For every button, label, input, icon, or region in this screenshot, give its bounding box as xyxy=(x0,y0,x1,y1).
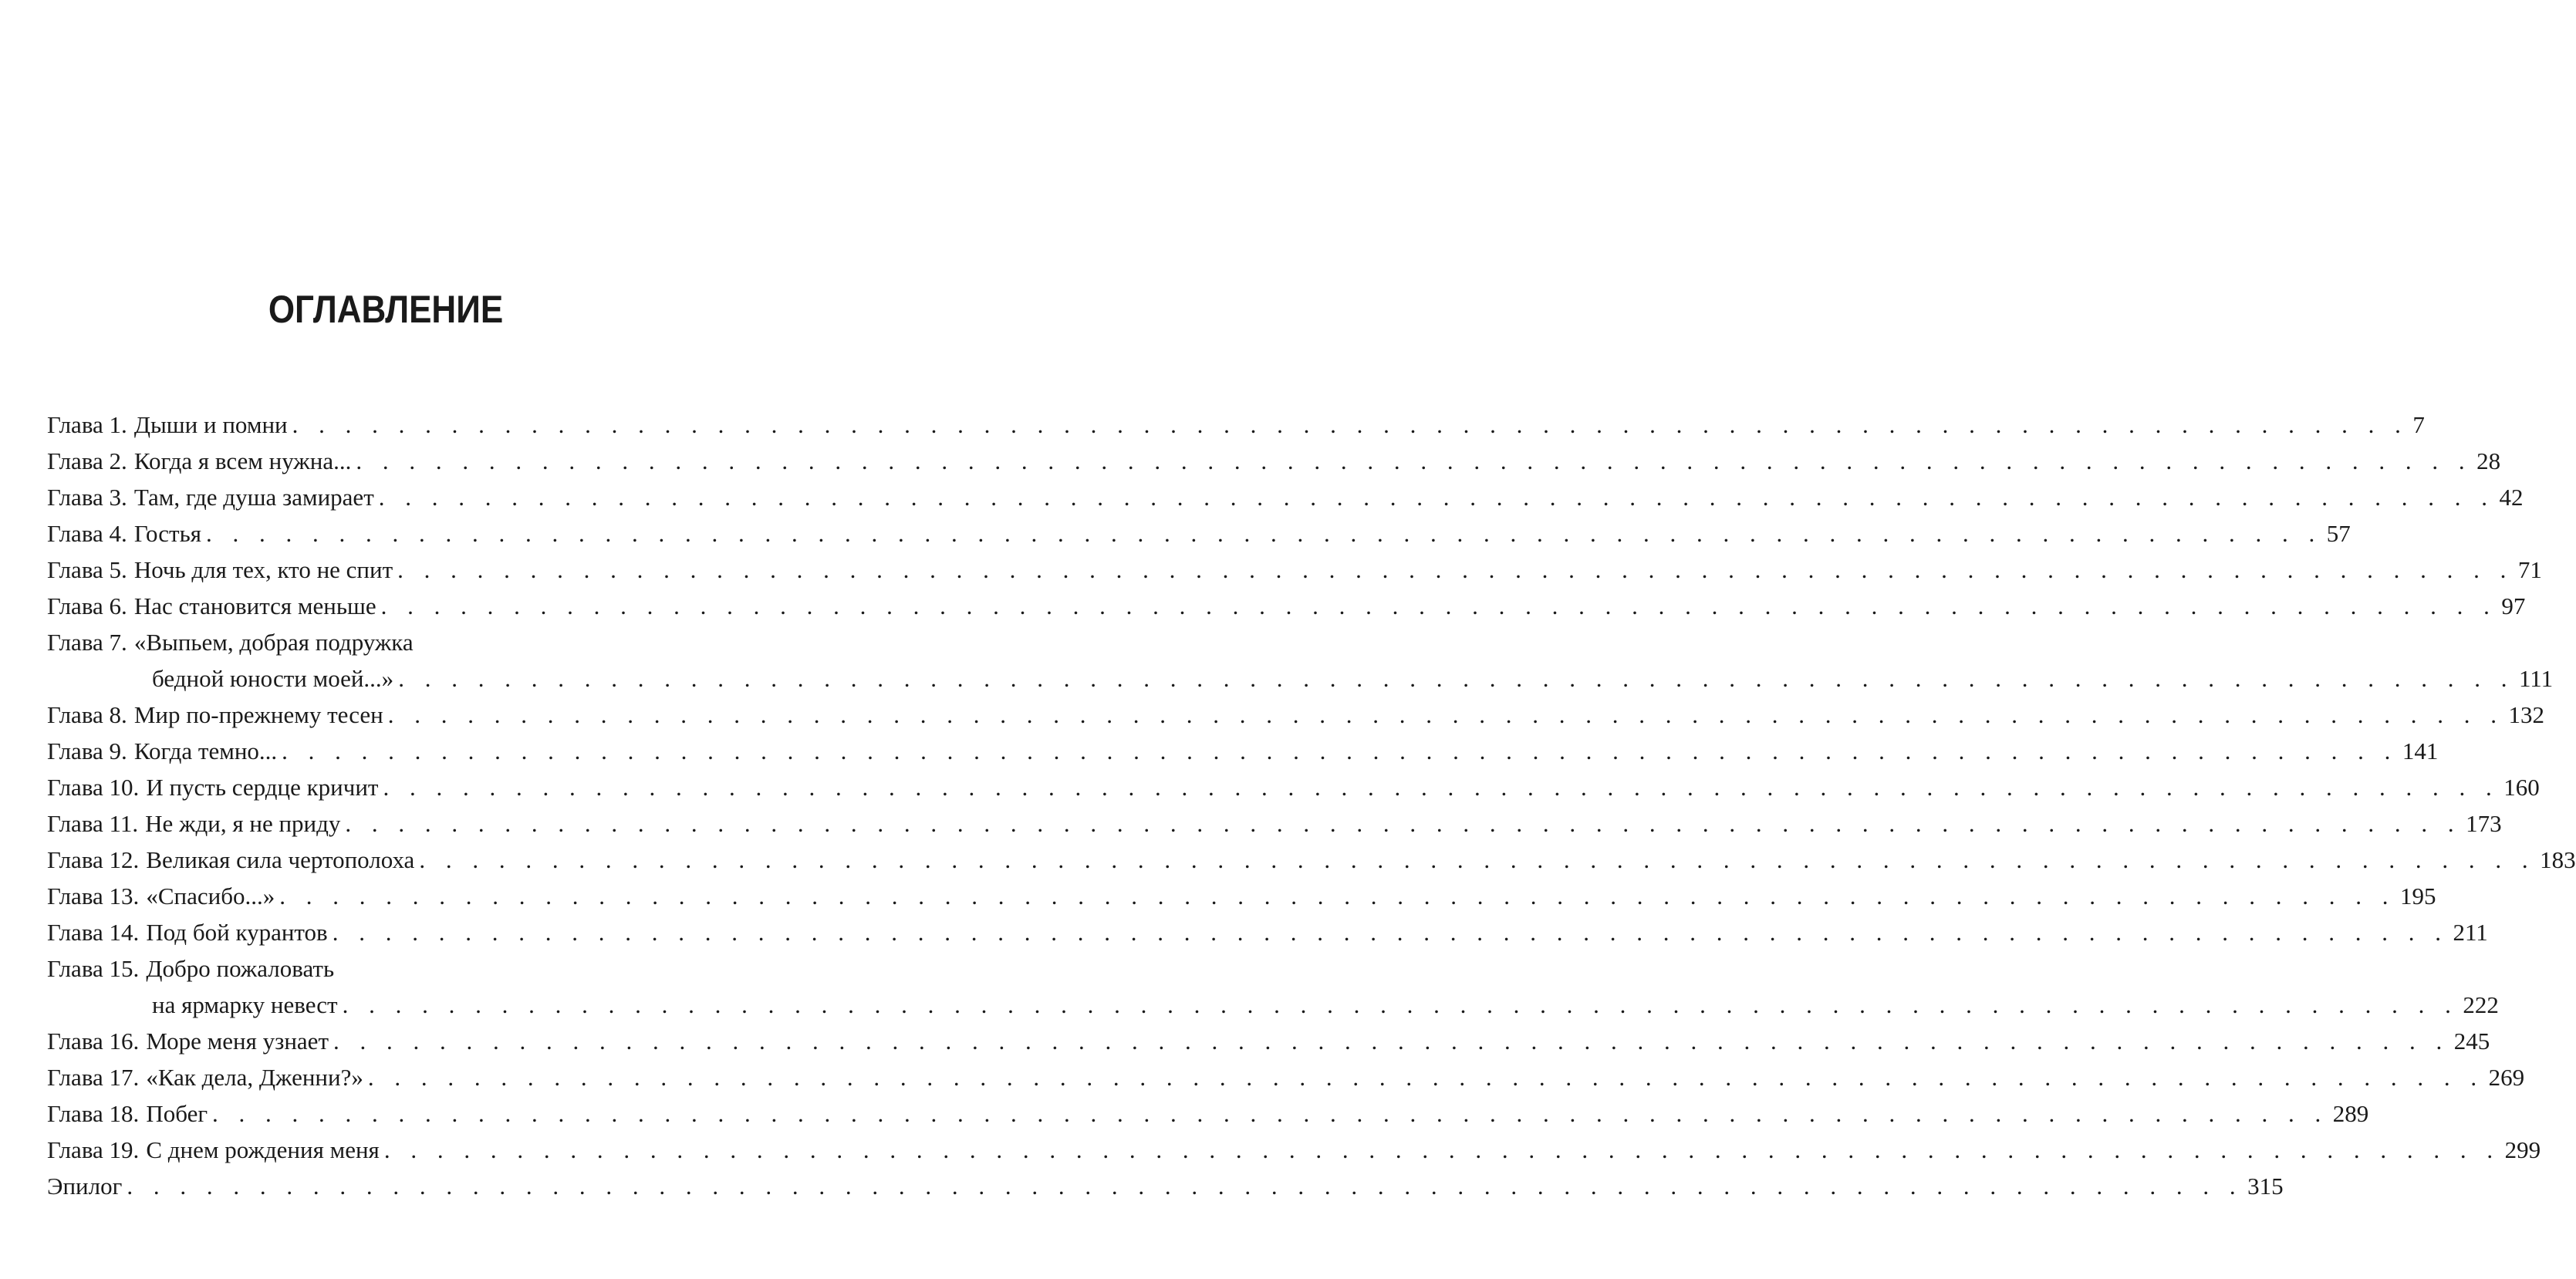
chapter-number: Глава 4. xyxy=(47,520,127,547)
toc-entry xyxy=(47,769,2540,805)
page-number: 28 xyxy=(2476,447,2501,474)
toc-entry xyxy=(47,950,669,987)
toc-entry xyxy=(47,805,2502,842)
dot-leader: . . . . . . . . . . . . . . . . . . . . . . . . . . . . . . . . . . . . . . . . . . . . . . . . . . . . . . . . . . . . . . . . . . . . . . . . . . . . . . . . xyxy=(279,882,2395,909)
chapter-title: Нас становится меньше xyxy=(133,592,376,619)
dot-leader: . . . . . . . . . . . . . . . . . . . . . . . . . . . . . . . . . . . . . . . . . . . . . . . . . . . . . . . . . . . . . . . . . . . . . . . . . . . . . . . . xyxy=(398,665,2514,692)
page-number: 160 xyxy=(2503,774,2540,801)
dot-leader: . . . . . . . . . . . . . . . . . . . . . . . . . . . . . . . . . . . . . . . . . . . . . . . . . . . . . . . . . . . . . . . . . . . . . . . . . . . . . . . . xyxy=(419,846,2536,873)
toc-entry xyxy=(47,987,2499,1023)
page-number: 111 xyxy=(2518,665,2554,692)
chapter-title: Эпилог xyxy=(47,1173,123,1200)
dot-leader: . . . . . . . . . . . . . . . . . . . . . . . . . . . . . . . . . . . . . . . . . . . . . . . . . . . . . . . . . . . . . . . . . . . . . . . . . . . . . . . . xyxy=(333,1028,2449,1055)
chapter-number: Глава 11. xyxy=(47,810,139,837)
dot-leader: . . . . . . . . . . . . . . . . . . . . . . . . . . . . . . . . . . . . . . . . . . . . . . . . . . . . . . . . . . . . . . . . . . . . . . . . . . . . . . . . xyxy=(332,919,2449,946)
page-number: 183 xyxy=(2540,846,2576,873)
chapter-title: И пусть сердце кричит xyxy=(146,774,379,801)
page-number: 42 xyxy=(2499,484,2524,511)
toc-entry xyxy=(47,407,2425,443)
toc-entry xyxy=(47,624,669,660)
dot-leader: . . . . . . . . . . . . . . . . . . . . . . . . . . . . . . . . . . . . . . . . . . . . . . . . . . . . . . . . . . . . . . . . . . . . . . . . . . . . . . . . xyxy=(292,411,2409,438)
toc-entry xyxy=(47,479,2524,515)
toc-entry xyxy=(47,914,2488,950)
chapter-number: Глава 16. xyxy=(47,1028,140,1055)
toc-entry xyxy=(47,1095,2369,1132)
chapter-number: Глава 10. xyxy=(47,774,140,801)
chapter-title: Дыши и помни xyxy=(133,411,288,438)
page-number: 299 xyxy=(2504,1136,2541,1163)
dot-leader: . . . . . . . . . . . . . . . . . . . . . . . . . . . . . . . . . . . . . . . . . . . . . . . . . . . . . . . . . . . . . . . . . . . . . . . . . . . . . . . . xyxy=(383,774,2500,801)
chapter-title: «Спасибо...» xyxy=(146,882,275,909)
chapter-title: Мир по-прежнему тесен xyxy=(133,701,383,728)
dot-leader: . . . . . . . . . . . . . . . . . . . . . . . . . . . . . . . . . . . . . . . . . . . . . . . . . . . . . . . . . . . . . . . . . . . . . . . . . . . . . . . . xyxy=(212,1100,2328,1127)
toc-entry xyxy=(47,1168,2284,1204)
toc-entry xyxy=(47,588,2526,624)
chapter-title: Побег xyxy=(146,1100,208,1127)
toc-entry xyxy=(47,443,2501,479)
dot-leader: . . . . . . . . . . . . . . . . . . . . . . . . . . . . . . . . . . . . . . . . . . . . . . . . . . . . . . . . . . . . . . . . . . . . . . . . . . . . . . . . xyxy=(397,556,2514,583)
dot-leader: . . . . . . . . . . . . . . . . . . . . . . . . . . . . . . . . . . . . . . . . . . . . . . . . . . . . . . . . . . . . . . . . . . . . . . . . . . . . . . . . xyxy=(206,520,2322,547)
page-number: 141 xyxy=(2402,737,2439,764)
chapter-number: Глава 6. xyxy=(47,592,127,619)
chapter-number: Глава 17. xyxy=(47,1064,140,1091)
page-number: 195 xyxy=(2399,882,2436,909)
page-number: 71 xyxy=(2517,556,2542,583)
chapter-number: Глава 12. xyxy=(47,846,140,873)
dot-leader: . . . . . . . . . . . . . . . . . . . . . . . . . . . . . . . . . . . . . . . . . . . . . . . . . . . . . . . . . . . . . . . . . . . . . . . . . . . . . . . . xyxy=(356,447,2473,474)
chapter-number: Глава 1. xyxy=(47,411,127,438)
dot-leader: . . . . . . . . . . . . . . . . . . . . . . . . . . . . . . . . . . . . . . . . . . . . . . . . . . . . . . . . . . . . . . . . . . . . . . . . . . . . . . . . xyxy=(383,1136,2500,1163)
chapter-title: Гостья xyxy=(133,520,201,547)
chapter-title: на ярмарку невест xyxy=(152,991,338,1018)
page-number: 211 xyxy=(2453,919,2488,946)
page-number: 289 xyxy=(2332,1100,2369,1127)
chapter-number: Глава 7. xyxy=(47,629,127,656)
dot-leader: . . . . . . . . . . . . . . . . . . . . . . . . . . . . . . . . . . . . . . . . . . . . . . . . . . . . . . . . . . . . . . . . . . . . . . . . . . . . . . . . xyxy=(380,592,2497,619)
chapter-number: Глава 18. xyxy=(47,1100,140,1127)
toc-entry xyxy=(47,515,2351,552)
page-number: 7 xyxy=(2412,411,2425,438)
toc-entry xyxy=(47,878,2436,914)
chapter-title: «Выпьем, добрая подружка xyxy=(133,629,414,656)
toc-entry xyxy=(47,1132,2541,1168)
dot-leader: . . . . . . . . . . . . . . . . . . . . . . . . . . . . . . . . . . . . . . . . . . . . . . . . . . . . . . . . . . . . . . . . . . . . . . . . . . . . . . . . xyxy=(387,701,2504,728)
chapter-title: Под бой курантов xyxy=(146,919,328,946)
chapter-number: Глава 9. xyxy=(47,737,127,764)
chapter-number: Глава 19. xyxy=(47,1136,140,1163)
dot-leader: . . . . . . . . . . . . . . . . . . . . . . . . . . . . . . . . . . . . . . . . . . . . . . . . . . . . . . . . . . . . . . . . . . . . . . . . . . . . . . . . xyxy=(342,991,2459,1018)
toc-entry xyxy=(47,733,2439,769)
page-number: 57 xyxy=(2326,520,2351,547)
toc-entry xyxy=(47,1023,2490,1059)
chapter-number: Глава 13. xyxy=(47,882,140,909)
page-number: 222 xyxy=(2463,991,2499,1018)
chapter-title: Великая сила чертополоха xyxy=(146,846,415,873)
chapter-title: Море меня узнает xyxy=(146,1028,329,1055)
chapter-title: «Как дела, Дженни?» xyxy=(146,1064,363,1091)
page-number: 97 xyxy=(2501,592,2526,619)
chapter-number: Глава 8. xyxy=(47,701,127,728)
dot-leader: . . . . . . . . . . . . . . . . . . . . . . . . . . . . . . . . . . . . . . . . . . . . . . . . . . . . . . . . . . . . . . . . . . . . . . . . . . . . . . . . xyxy=(378,484,2495,511)
chapter-title: Добро пожаловать xyxy=(146,955,335,982)
dot-leader: . . . . . . . . . . . . . . . . . . . . . . . . . . . . . . . . . . . . . . . . . . . . . . . . . . . . . . . . . . . . . . . . . . . . . . . . . . . . . . . . xyxy=(282,737,2398,764)
chapter-title: Не жди, я не приду xyxy=(145,810,341,837)
page-number: 173 xyxy=(2466,810,2502,837)
chapter-title: Когда темно... xyxy=(133,737,278,764)
dot-leader: . . . . . . . . . . . . . . . . . . . . . . . . . . . . . . . . . . . . . . . . . . . . . . . . . . . . . . . . . . . . . . . . . . . . . . . . . . . . . . . . xyxy=(127,1173,2243,1200)
page-number: 315 xyxy=(2247,1173,2284,1200)
page-number: 132 xyxy=(2508,701,2544,728)
dot-leader: . . . . . . . . . . . . . . . . . . . . . . . . . . . . . . . . . . . . . . . . . . . . . . . . . . . . . . . . . . . . . . . . . . . . . . . . . . . . . . . . xyxy=(367,1064,2484,1091)
chapter-title: Когда я всем нужна... xyxy=(133,447,352,474)
chapter-number: Глава 3. xyxy=(47,484,127,511)
chapter-number: Глава 15. xyxy=(47,955,140,982)
toc-entry xyxy=(47,1059,2525,1095)
page-number: 245 xyxy=(2453,1028,2490,1055)
toc-entry xyxy=(47,842,2576,878)
toc-entry xyxy=(47,697,2544,733)
chapter-number: Глава 14. xyxy=(47,919,140,946)
chapter-title: бедной юности моей...» xyxy=(152,665,394,692)
chapter-number: Глава 5. xyxy=(47,556,127,583)
page-title: ОГЛАВЛЕНИЕ xyxy=(268,288,504,331)
chapter-number: Глава 2. xyxy=(47,447,127,474)
toc-entry xyxy=(47,660,2554,697)
table-of-contents xyxy=(47,407,2576,1204)
page-number: 269 xyxy=(2488,1064,2525,1091)
dot-leader: . . . . . . . . . . . . . . . . . . . . . . . . . . . . . . . . . . . . . . . . . . . . . . . . . . . . . . . . . . . . . . . . . . . . . . . . . . . . . . . . xyxy=(345,810,2462,837)
toc-entry xyxy=(47,552,2542,588)
chapter-title: Ночь для тех, кто не спит xyxy=(133,556,393,583)
chapter-title: Там, где душа замирает xyxy=(133,484,374,511)
chapter-title: С днем рождения меня xyxy=(146,1136,380,1163)
